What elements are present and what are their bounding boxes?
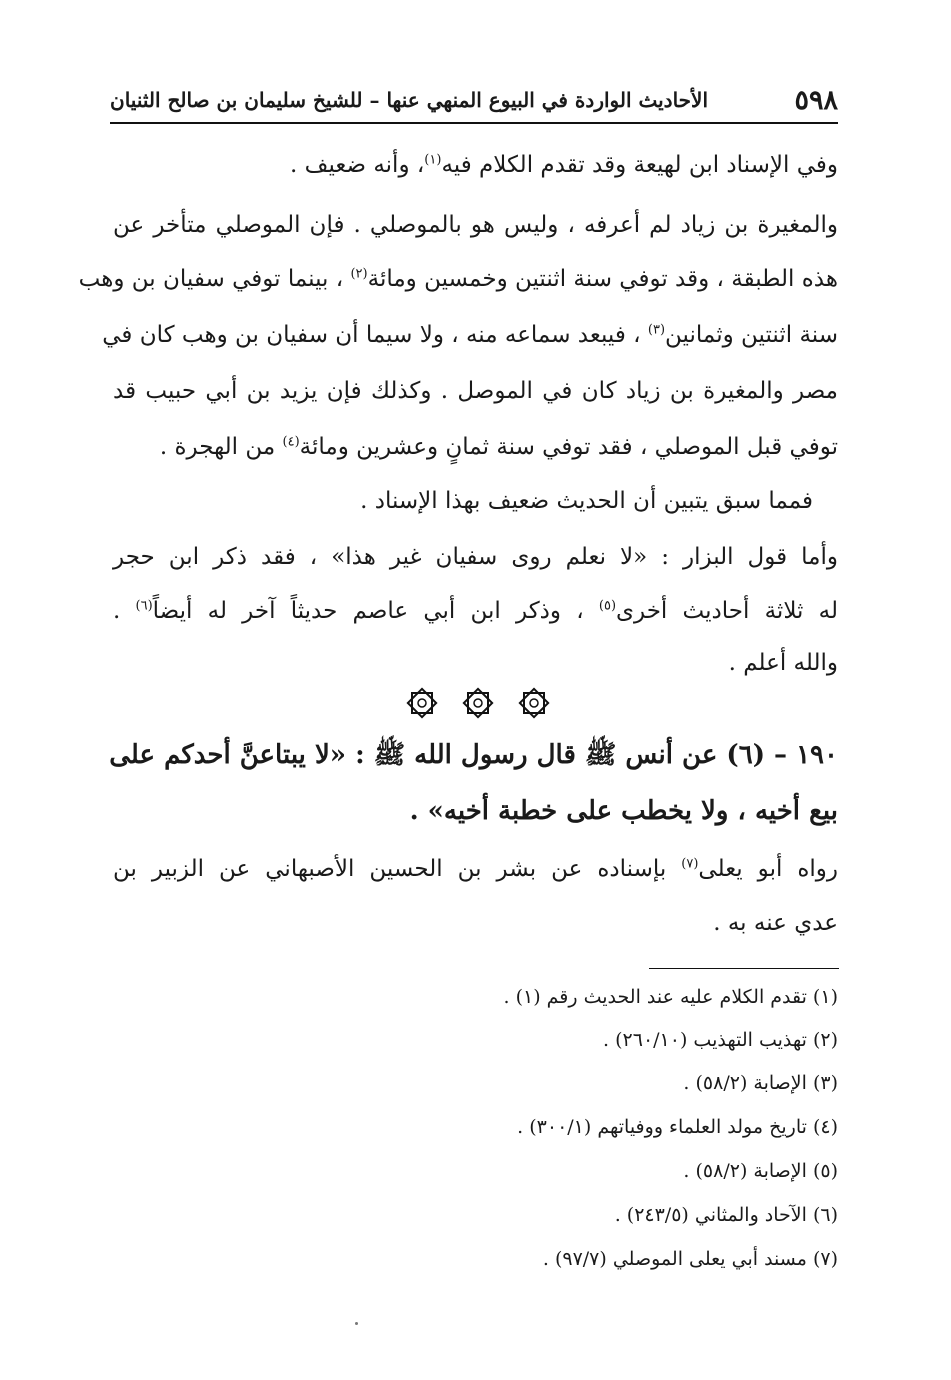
text-run: .	[113, 598, 121, 624]
eight-point-star-icon	[517, 686, 551, 720]
text-run: سنة اثنتين وثمانين	[665, 322, 838, 348]
eight-point-star-icon	[405, 686, 439, 720]
footnote-marker[interactable]: (١)	[424, 152, 442, 168]
body-line-7: فمما سبق يتبين أن الحديث ضعيف بهذا الإسناد .	[360, 488, 813, 514]
footnote-2: (٢) تهذيب التهذيب (٢٦٠/١٠) .	[603, 1029, 838, 1051]
footnote-1: (١) تقدم الكلام عليه عند الحديث رقم (١) .	[503, 986, 838, 1008]
text-run: بإسناده عن بشر بن الحسين الأصبهاني عن الزبير بن	[113, 856, 667, 882]
running-title: الأحاديث الواردة في البيوع المنهي عنها – للشيخ سليمان بن صالح الثنيان	[110, 88, 709, 112]
footnote-marker[interactable]: (٥)	[598, 598, 617, 614]
footnote-4: (٤) تاريخ مولد العلماء ووفياتهم (٣٠٠/١) .	[517, 1116, 838, 1138]
text-run: رواه أبو يعلى	[698, 856, 839, 882]
footnote-5: (٥) الإصابة (٥٨/٢) .	[683, 1160, 838, 1182]
body-line-11	[113, 856, 838, 884]
text-run: توفي قبل الموصلي ، فقد توفي سنة ثمانٍ وعشرين ومائة	[299, 434, 838, 460]
footnote-marker[interactable]: (٧)	[681, 856, 699, 872]
body-line-6	[160, 434, 838, 462]
scan-speck	[355, 1322, 358, 1325]
text-run: ، فيبعد سماعه منه ، ولا سيما أن سفيان بن وهب كان في	[102, 322, 641, 348]
hadith-line-1: ١٩٠ – (٦) عن أنس ﷺ قال رسول الله ﷺ : «لا يبتاعنَّ أحدكم على	[109, 740, 838, 770]
footnote-marker[interactable]: (٢)	[350, 266, 368, 282]
footnote-marker[interactable]: (٤)	[282, 434, 300, 450]
text-run: ، وذكر ابن أبي عاصم حديثاً آخر له أيضاً	[152, 598, 584, 624]
body-line-5: مصر والمغيرة بن زياد كان في الموصل . وكذلك فإن يزيد بن أبي حبيب قد	[113, 378, 838, 404]
footnote-7: (٧) مسند أبي يعلى الموصلي (٩٧/٧) .	[542, 1248, 838, 1270]
footnote-separator	[649, 968, 839, 969]
text-run: ، وأنه ضعيف .	[290, 152, 425, 178]
hadith-line-2: بيع أخيه ، ولا يخطب على خطبة أخيه» .	[409, 796, 838, 826]
footnote-marker[interactable]: (٦)	[135, 598, 153, 614]
body-line-4	[102, 322, 838, 350]
body-line-1	[290, 152, 838, 180]
eight-point-star-icon	[461, 686, 495, 720]
running-header	[110, 78, 838, 124]
body-line-10: والله أعلم .	[728, 650, 838, 676]
body-line-8: وأما قول البزار : «لا نعلم روى سفيان غير هذا» ، فقد ذكر ابن حجر	[113, 544, 838, 570]
body-line-3	[78, 266, 838, 294]
body-line-12: عدي عنه به .	[713, 910, 838, 936]
body-line-9	[113, 598, 838, 626]
footnote-marker[interactable]: (٣)	[647, 322, 666, 338]
text-run: له ثلاثة أحاديث أخرى	[616, 598, 838, 624]
text-run: وفي الإسناد ابن لهيعة وقد تقدم الكلام فيه	[441, 152, 838, 178]
footnote-6: (٦) الآحاد والمثاني (٢٤٣/٥) .	[614, 1204, 838, 1226]
footnote-3: (٣) الإصابة (٥٨/٢) .	[683, 1072, 838, 1094]
text-run: من الهجرة .	[159, 434, 276, 460]
body-line-2: والمغيرة بن زياد لم أعرفه ، وليس هو بالموصلي . فإن الموصلي متأخر عن	[113, 212, 838, 238]
section-divider	[405, 686, 551, 720]
text-run: ، بينما توفي سفيان بن وهب	[78, 266, 344, 292]
text-run: هذه الطبقة ، وقد توفي سنة اثنتين وخمسين ومائة	[367, 266, 838, 292]
page-number: ٥٩٨	[794, 84, 838, 116]
